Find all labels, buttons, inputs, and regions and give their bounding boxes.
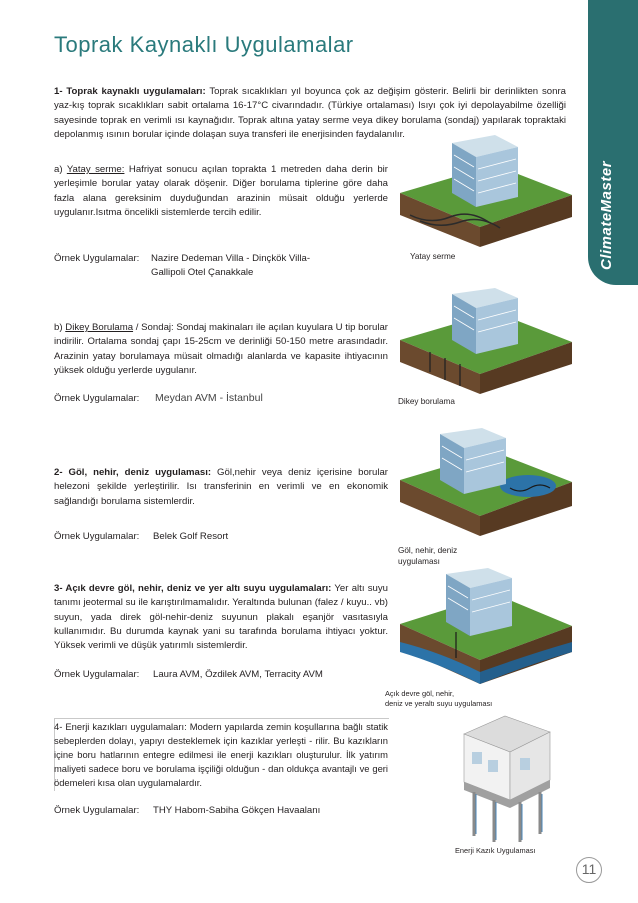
gol-example: Belek Golf Resort [153, 531, 229, 542]
yatay-label: a) [54, 164, 67, 175]
acik-text: Yer altı suyu tanımı jeotermal su ile karıştırılmamalıdır. Yeraltında bulunan (falez / kuyu.. vb) suyun, yada direk göl-nehir-deniz suyunun plakalı eşanjör vasıtasıyla kullanımıdır. Bu durumda kaynak yani su tarafında borulama ihtiyacı yoktur. Yüksek verimli ve düşük yatırımlı sistemlerdir. [54, 583, 389, 652]
kazik-paragraph [54, 720, 388, 790]
gol-caption-line2: uygulaması [398, 557, 440, 566]
yatay-heading: Yatay serme: [66, 164, 125, 175]
intro-heading: 1- Toprak kaynaklı uygulamaları: [54, 86, 206, 97]
yatay-illustration [390, 135, 580, 250]
yatay-text: Hafriyat sonucu açılan toprakta 1 metreden daha derin bir yerleşimle borular yatay olarak döşenir. Diğer borulama tiplerine göre daha fazla alana gereksinim duyduğundan arazinin müsait olduğu yerlerde uygulanır.Isıtma öncelikli sistemlerde tercih edilir. [54, 164, 389, 218]
brand-band [588, 0, 638, 285]
intro-text: Toprak sıcaklıkları yıl boyunca çok az değişim gösterir. Belirli bir derinlikten sonra yaz-kış toprak sıcaklıkları sabit ortalama 16-17°C civarındadır. (Türkiye ortalaması) Isıyı çok iyi depolayabilme özelliği sayesinde toprak en verimli ısı kaynağıdır. Toprak altına yatay serme veya dikey borulama (sondaj) yapılarak topraktaki depolanmış ısının borular içinde dolaşan suya transferi ile enerjisinden faydalanılır. [54, 86, 566, 140]
kazik-caption: Enerji Kazık Uygulaması [455, 846, 536, 855]
acik-paragraph [54, 582, 388, 653]
yatay-example-label: Örnek Uygulamalar: [54, 253, 140, 264]
dikey-label: b) [54, 322, 66, 333]
gol-paragraph [54, 466, 388, 509]
page-number: 11 [576, 857, 602, 883]
acik-caption-line2: deniz ve yeraltı suyu uygulaması [385, 699, 493, 708]
gol-heading: 2- Göl, nehir, deniz uygulaması: [54, 467, 212, 478]
gol-caption-line1: Göl, nehir, deniz [398, 546, 458, 555]
acik-caption [385, 689, 492, 709]
acik-caption-line1: Açık devre göl, nehir, [385, 689, 455, 698]
dikey-heading: Dikey Borulama [65, 322, 134, 333]
acik-heading: 3- Açık devre göl, nehir, deniz ve yer altı suyu uygulamaları: [54, 583, 332, 594]
dikey-illustration [390, 288, 580, 396]
brand-logo: ClimateMaster [598, 160, 615, 270]
kazik-text: Modern yapılarda zemin koşullarına bağlı statik sebeplerden dolayı, yapıyı desteklemek için kazıklar yerleşti - rilir. Bu kazıkların içine boru hatlarının entegre edilmesi ile enerji kazıkları oluşturulur. İlk yatırım maliyeti sadece boru ve borulama işçiliği olduğun - dan oldukça avantajlı ve geri ödemeleri kısa olan uygulamalardır. [54, 721, 388, 788]
acik-example: Laura AVM, Özdilek AVM, Terracity AVM [153, 669, 323, 680]
yatay-paragraph [54, 163, 388, 220]
dikey-caption: Dikey borulama [398, 397, 455, 406]
dikey-example: Meydan AVM - İstanbul [155, 392, 263, 404]
dikey-paragraph [54, 321, 388, 378]
yatay-example-line1: Nazire Dedeman Villa - Dinçkök Villa- [151, 253, 311, 264]
kazik-example-label: Örnek Uygulamalar: [54, 805, 140, 816]
kazik-illustration [450, 712, 565, 844]
yatay-example-line2: Gallipoli Otel Çanakkale [151, 267, 254, 278]
yatay-example [151, 252, 310, 280]
kazik-heading: 4- Enerji kazıkları uygulamaları: [54, 721, 187, 732]
kazik-example: THY Habom-Sabiha Gökçen Havaalanı [153, 805, 321, 816]
dikey-text: / Sondaj: Sondaj makinaları ile açılan kuyulara U tip borular indirilir. Ortalama sondaj çapı 15-25cm ve derinliği 50-150 metre arasındadır. Arazinin yatay borulamaya müsait olmadığı alanlarda ve kapasite ihtiyacının yüksek olduğu yerlerde uygulanır. [54, 322, 389, 376]
gol-text: Göl,nehir veya deniz içerisine borular helezoni şekilde yerleştirilir. Isı transferinin en verimli ve en ekonomik sağlandığı borulama sistemlerdir. [54, 467, 389, 507]
page-title: Toprak Kaynaklı Uygulamalar [54, 32, 354, 57]
acik-example-label: Örnek Uygulamalar: [54, 669, 140, 680]
gol-illustration [390, 428, 580, 540]
yatay-caption: Yatay serme [410, 252, 456, 261]
gol-example-label: Örnek Uygulamalar: [54, 531, 140, 542]
dikey-example-label: Örnek Uygulamalar: [54, 393, 140, 404]
intro-paragraph [54, 85, 566, 142]
acik-illustration [390, 568, 580, 688]
gol-caption [398, 545, 457, 567]
